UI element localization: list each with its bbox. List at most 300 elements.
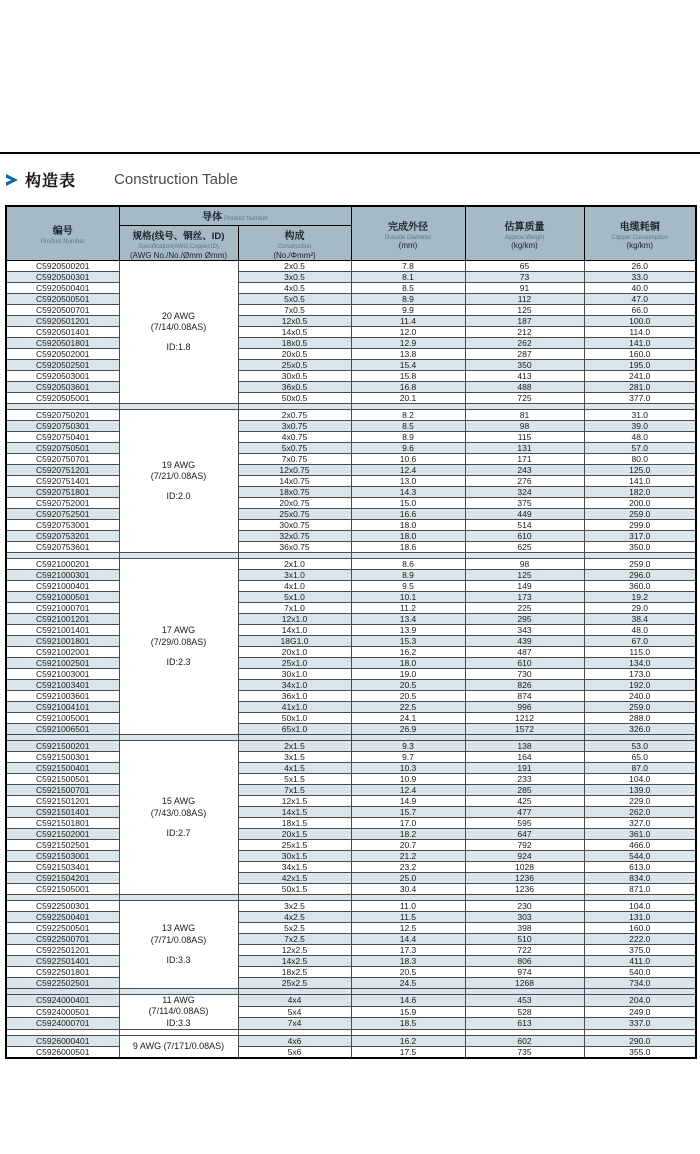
outside-diameter-cell: 21.2 (351, 851, 465, 862)
copper-cell: 355.0 (584, 1046, 696, 1058)
outside-diameter-cell: 17.3 (351, 945, 465, 956)
table-row (6, 410, 696, 421)
weight-cell: 171 (465, 454, 584, 465)
outside-diameter-cell: 18.0 (351, 658, 465, 669)
product-number-cell: C5921003601 (6, 691, 119, 702)
product-number-cell: C5921500301 (6, 752, 119, 763)
construction-cell: 3x0.5 (238, 272, 351, 283)
copper-cell: 29.0 (584, 603, 696, 614)
construction-cell: 32x0.75 (238, 531, 351, 542)
weight-cell: 488 (465, 382, 584, 393)
weight-cell: 602 (465, 1035, 584, 1046)
weight-cell: 514 (465, 520, 584, 531)
outside-diameter-cell: 8.6 (351, 559, 465, 570)
header-specification: 规格(线号、铜丝、ID) Specification(AWG,Copper,ID) (AWG No./No./Ømm Ømm) (119, 226, 238, 261)
table-row (6, 421, 696, 432)
outside-diameter-cell: 8.1 (351, 272, 465, 283)
copper-cell: 262.0 (584, 807, 696, 818)
construction-cell: 5x0.75 (238, 443, 351, 454)
table-row (6, 393, 696, 404)
copper-cell: 296.0 (584, 570, 696, 581)
product-number-cell: C5921503001 (6, 851, 119, 862)
construction-cell: 30x1.5 (238, 851, 351, 862)
page-title-en: Construction Table (114, 171, 238, 188)
product-number-cell: C5921000401 (6, 581, 119, 592)
outside-diameter-cell: 15.0 (351, 498, 465, 509)
table-row (6, 774, 696, 785)
construction-cell: 4x6 (238, 1035, 351, 1046)
outside-diameter-cell: 14.4 (351, 934, 465, 945)
product-number-cell: C5920501401 (6, 327, 119, 338)
copper-cell: 613.0 (584, 862, 696, 873)
table-row (6, 901, 696, 912)
outside-diameter-cell: 10.3 (351, 763, 465, 774)
construction-cell: 5x1.5 (238, 774, 351, 785)
product-number-cell: C5921005001 (6, 713, 119, 724)
outside-diameter-cell: 16.2 (351, 1035, 465, 1046)
weight-cell: 610 (465, 531, 584, 542)
outside-diameter-cell: 18.6 (351, 542, 465, 553)
outside-diameter-cell: 9.5 (351, 581, 465, 592)
table-row (6, 443, 696, 454)
table-row (6, 713, 696, 724)
product-number-cell: C5921001401 (6, 625, 119, 636)
copper-cell: 141.0 (584, 476, 696, 487)
weight-cell: 398 (465, 923, 584, 934)
weight-cell: 164 (465, 752, 584, 763)
construction-cell: 4x0.5 (238, 283, 351, 294)
spec-cell: 17 AWG (7/29/0.08AS) ID:2.3 (119, 559, 238, 735)
product-number-cell: C5921501801 (6, 818, 119, 829)
copper-cell: 114.0 (584, 327, 696, 338)
weight-cell: 191 (465, 763, 584, 774)
product-number-cell: C5921503401 (6, 862, 119, 873)
outside-diameter-cell: 25.0 (351, 873, 465, 884)
copper-cell: 47.0 (584, 294, 696, 305)
weight-cell: 647 (465, 829, 584, 840)
outside-diameter-cell: 10.1 (351, 592, 465, 603)
construction-cell: 7x1.0 (238, 603, 351, 614)
weight-cell: 187 (465, 316, 584, 327)
product-number-cell: C5920500301 (6, 272, 119, 283)
outside-diameter-cell: 19.0 (351, 669, 465, 680)
outside-diameter-cell: 12.0 (351, 327, 465, 338)
weight-cell: 125 (465, 305, 584, 316)
copper-cell: 411.0 (584, 956, 696, 967)
product-number-cell: C5922501401 (6, 956, 119, 967)
weight-cell: 730 (465, 669, 584, 680)
product-number-cell: C5921006501 (6, 724, 119, 735)
table-row (6, 752, 696, 763)
construction-cell: 30x0.5 (238, 371, 351, 382)
construction-cell: 36x0.5 (238, 382, 351, 393)
copper-cell: 87.0 (584, 763, 696, 774)
copper-cell: 360.0 (584, 581, 696, 592)
copper-cell: 259.0 (584, 702, 696, 713)
weight-cell: 610 (465, 658, 584, 669)
table-row (6, 542, 696, 553)
weight-cell: 324 (465, 487, 584, 498)
weight-cell: 233 (465, 774, 584, 785)
table-row (6, 371, 696, 382)
product-number-cell: C5921500701 (6, 785, 119, 796)
product-number-cell: C5921001801 (6, 636, 119, 647)
weight-cell: 453 (465, 995, 584, 1007)
weight-cell: 131 (465, 443, 584, 454)
weight-cell: 974 (465, 967, 584, 978)
weight-cell: 1028 (465, 862, 584, 873)
weight-cell: 295 (465, 614, 584, 625)
weight-cell: 425 (465, 796, 584, 807)
outside-diameter-cell: 15.8 (351, 371, 465, 382)
weight-cell: 65 (465, 261, 584, 272)
copper-cell: 66.0 (584, 305, 696, 316)
product-number-cell: C5921000701 (6, 603, 119, 614)
header-outside-diameter: 完成外径 Outside Diameter (mm) (351, 206, 465, 261)
weight-cell: 149 (465, 581, 584, 592)
weight-cell: 826 (465, 680, 584, 691)
copper-cell: 182.0 (584, 487, 696, 498)
spec-cell: 15 AWG (7/43/0.08AS) ID:2.7 (119, 741, 238, 895)
copper-cell: 259.0 (584, 509, 696, 520)
table-row (6, 454, 696, 465)
product-number-cell: C5920500201 (6, 261, 119, 272)
product-number-cell: C5920500701 (6, 305, 119, 316)
copper-cell: 466.0 (584, 840, 696, 851)
product-number-cell: C5920501801 (6, 338, 119, 349)
construction-cell: 20x0.5 (238, 349, 351, 360)
table-row (6, 807, 696, 818)
outside-diameter-cell: 12.4 (351, 465, 465, 476)
copper-cell: 326.0 (584, 724, 696, 735)
product-number-cell: C5920751801 (6, 487, 119, 498)
product-number-cell: C5921001201 (6, 614, 119, 625)
copper-cell: 131.0 (584, 912, 696, 923)
construction-cell: 34x1.5 (238, 862, 351, 873)
table-row (6, 995, 696, 1007)
copper-cell: 327.0 (584, 818, 696, 829)
copper-cell: 281.0 (584, 382, 696, 393)
outside-diameter-cell: 17.5 (351, 1046, 465, 1058)
section-title (5, 168, 238, 191)
table-row (6, 967, 696, 978)
weight-cell: 375 (465, 498, 584, 509)
construction-cell: 7x2.5 (238, 934, 351, 945)
weight-cell: 350 (465, 360, 584, 371)
copper-cell: 160.0 (584, 349, 696, 360)
table-row (6, 487, 696, 498)
table-row (6, 945, 696, 956)
weight-cell: 138 (465, 741, 584, 752)
outside-diameter-cell: 13.8 (351, 349, 465, 360)
outside-diameter-cell: 15.3 (351, 636, 465, 647)
table-row (6, 840, 696, 851)
spec-cell: 20 AWG (7/14/0.08AS) ID:1.8 (119, 261, 238, 404)
product-number-cell: C5920750301 (6, 421, 119, 432)
construction-cell: 7x4 (238, 1018, 351, 1030)
outside-diameter-cell: 8.2 (351, 410, 465, 421)
copper-cell: 229.0 (584, 796, 696, 807)
product-number-cell: C5920505001 (6, 393, 119, 404)
outside-diameter-cell: 17.0 (351, 818, 465, 829)
construction-cell: 14x1.0 (238, 625, 351, 636)
weight-cell: 91 (465, 283, 584, 294)
construction-cell: 42x1.5 (238, 873, 351, 884)
table-row (6, 724, 696, 735)
table-row (6, 283, 696, 294)
weight-cell: 725 (465, 393, 584, 404)
outside-diameter-cell: 12.5 (351, 923, 465, 934)
product-number-cell: C5921501401 (6, 807, 119, 818)
construction-cell: 18x1.5 (238, 818, 351, 829)
table-row (6, 509, 696, 520)
product-number-cell: C5924000401 (6, 995, 119, 1007)
weight-cell: 276 (465, 476, 584, 487)
construction-cell: 18x0.75 (238, 487, 351, 498)
table-row (6, 327, 696, 338)
construction-cell: 50x0.5 (238, 393, 351, 404)
copper-cell: 259.0 (584, 559, 696, 570)
product-number-cell: C5921501201 (6, 796, 119, 807)
table-row (6, 498, 696, 509)
product-number-cell: C5920750401 (6, 432, 119, 443)
product-number-cell: C5921504201 (6, 873, 119, 884)
construction-cell: 36x0.75 (238, 542, 351, 553)
construction-cell: 3x0.75 (238, 421, 351, 432)
weight-cell: 874 (465, 691, 584, 702)
product-number-cell: C5920500401 (6, 283, 119, 294)
outside-diameter-cell: 12.9 (351, 338, 465, 349)
spec-cell: 19 AWG (7/21/0.08AS) ID:2.0 (119, 410, 238, 553)
table-row (6, 316, 696, 327)
table-row (6, 862, 696, 873)
copper-cell: 38.4 (584, 614, 696, 625)
weight-cell: 487 (465, 647, 584, 658)
product-number-cell: C5922502501 (6, 978, 119, 989)
outside-diameter-cell: 30.4 (351, 884, 465, 895)
construction-cell: 25x0.75 (238, 509, 351, 520)
copper-cell: 361.0 (584, 829, 696, 840)
copper-cell: 204.0 (584, 995, 696, 1007)
weight-cell: 285 (465, 785, 584, 796)
product-number-cell: C5920752501 (6, 509, 119, 520)
construction-cell: 7x0.75 (238, 454, 351, 465)
product-number-cell: C5920503001 (6, 371, 119, 382)
weight-cell: 625 (465, 542, 584, 553)
construction-cell: 18x2.5 (238, 967, 351, 978)
construction-cell: 4x1.5 (238, 763, 351, 774)
construction-cell: 12x0.5 (238, 316, 351, 327)
construction-cell: 3x1.5 (238, 752, 351, 763)
outside-diameter-cell: 20.5 (351, 680, 465, 691)
outside-diameter-cell: 8.9 (351, 432, 465, 443)
copper-cell: 734.0 (584, 978, 696, 989)
weight-cell: 287 (465, 349, 584, 360)
copper-cell: 39.0 (584, 421, 696, 432)
table-row (6, 349, 696, 360)
construction-cell: 4x0.75 (238, 432, 351, 443)
weight-cell: 595 (465, 818, 584, 829)
outside-diameter-cell: 18.2 (351, 829, 465, 840)
copper-cell: 125.0 (584, 465, 696, 476)
table-row (6, 1006, 696, 1018)
table-row (6, 796, 696, 807)
copper-cell: 241.0 (584, 371, 696, 382)
table-row (6, 934, 696, 945)
construction-cell: 65x1.0 (238, 724, 351, 735)
copper-cell: 377.0 (584, 393, 696, 404)
construction-cell: 14x0.5 (238, 327, 351, 338)
weight-cell: 528 (465, 1006, 584, 1018)
product-number-cell: C5922500401 (6, 912, 119, 923)
outside-diameter-cell: 9.9 (351, 305, 465, 316)
copper-cell: 33.0 (584, 272, 696, 283)
construction-cell: 2x0.5 (238, 261, 351, 272)
table-row (6, 818, 696, 829)
weight-cell: 477 (465, 807, 584, 818)
outside-diameter-cell: 18.3 (351, 956, 465, 967)
copper-cell: 31.0 (584, 410, 696, 421)
outside-diameter-cell: 20.5 (351, 967, 465, 978)
construction-cell: 34x1.0 (238, 680, 351, 691)
table-row (6, 603, 696, 614)
product-number-cell: C5921002501 (6, 658, 119, 669)
outside-diameter-cell: 18.0 (351, 531, 465, 542)
weight-cell: 173 (465, 592, 584, 603)
weight-cell: 1572 (465, 724, 584, 735)
product-number-cell: C5920750701 (6, 454, 119, 465)
weight-cell: 225 (465, 603, 584, 614)
copper-cell: 26.0 (584, 261, 696, 272)
outside-diameter-cell: 18.0 (351, 520, 465, 531)
product-number-cell: C5921500501 (6, 774, 119, 785)
table-row (6, 520, 696, 531)
copper-cell: 240.0 (584, 691, 696, 702)
copper-cell: 57.0 (584, 443, 696, 454)
construction-cell: 25x1.5 (238, 840, 351, 851)
construction-cell: 30x0.75 (238, 520, 351, 531)
product-number-cell: C5922501201 (6, 945, 119, 956)
outside-diameter-cell: 12.4 (351, 785, 465, 796)
construction-cell: 25x0.5 (238, 360, 351, 371)
weight-cell: 243 (465, 465, 584, 476)
copper-cell: 160.0 (584, 923, 696, 934)
table-row (6, 305, 696, 316)
product-number-cell: C5920752001 (6, 498, 119, 509)
construction-cell: 7x1.5 (238, 785, 351, 796)
outside-diameter-cell: 26.9 (351, 724, 465, 735)
construction-cell: 12x1.5 (238, 796, 351, 807)
weight-cell: 98 (465, 559, 584, 570)
construction-table (5, 205, 697, 1059)
copper-cell: 48.0 (584, 625, 696, 636)
construction-cell: 12x0.75 (238, 465, 351, 476)
copper-cell: 871.0 (584, 884, 696, 895)
copper-cell: 200.0 (584, 498, 696, 509)
table-row (6, 763, 696, 774)
product-number-cell: C5921500401 (6, 763, 119, 774)
table-row (6, 360, 696, 371)
table-row (6, 923, 696, 934)
copper-cell: 100.0 (584, 316, 696, 327)
product-number-cell: C5920501201 (6, 316, 119, 327)
weight-cell: 792 (465, 840, 584, 851)
weight-cell: 613 (465, 1018, 584, 1030)
weight-cell: 212 (465, 327, 584, 338)
weight-cell: 413 (465, 371, 584, 382)
product-number-cell: C5921004101 (6, 702, 119, 713)
copper-cell: 53.0 (584, 741, 696, 752)
weight-cell: 262 (465, 338, 584, 349)
header-product-number: 编号 Product Number (6, 206, 119, 261)
weight-cell: 806 (465, 956, 584, 967)
outside-diameter-cell: 11.0 (351, 901, 465, 912)
product-number-cell: C5920502501 (6, 360, 119, 371)
product-number-cell: C5922500701 (6, 934, 119, 945)
construction-cell: 36x1.0 (238, 691, 351, 702)
construction-cell: 50x1.5 (238, 884, 351, 895)
product-number-cell: C5920502001 (6, 349, 119, 360)
header-copper-consumption: 电缆耗铜 Copper Consumption (kg/km) (584, 206, 696, 261)
product-number-cell: C5920503601 (6, 382, 119, 393)
construction-cell: 7x0.5 (238, 305, 351, 316)
outside-diameter-cell: 24.5 (351, 978, 465, 989)
outside-diameter-cell: 11.2 (351, 603, 465, 614)
spec-cell: 9 AWG (7/171/0.08AS) (119, 1035, 238, 1058)
product-number-cell: C5920753201 (6, 531, 119, 542)
weight-cell: 924 (465, 851, 584, 862)
outside-diameter-cell: 8.9 (351, 294, 465, 305)
table-row (6, 1035, 696, 1046)
outside-diameter-cell: 9.7 (351, 752, 465, 763)
weight-cell: 303 (465, 912, 584, 923)
copper-cell: 139.0 (584, 785, 696, 796)
product-number-cell: C5920753601 (6, 542, 119, 553)
outside-diameter-cell: 14.9 (351, 796, 465, 807)
outside-diameter-cell: 8.5 (351, 421, 465, 432)
copper-cell: 48.0 (584, 432, 696, 443)
construction-cell: 3x2.5 (238, 901, 351, 912)
construction-cell: 5x6 (238, 1046, 351, 1058)
table-row (6, 465, 696, 476)
construction-cell: 25x2.5 (238, 978, 351, 989)
copper-cell: 115.0 (584, 647, 696, 658)
product-number-cell: C5922500501 (6, 923, 119, 934)
construction-cell: 50x1.0 (238, 713, 351, 724)
product-number-cell: C5924000501 (6, 1006, 119, 1018)
table-row (6, 978, 696, 989)
weight-cell: 1268 (465, 978, 584, 989)
outside-diameter-cell: 16.2 (351, 647, 465, 658)
construction-cell: 14x1.5 (238, 807, 351, 818)
construction-cell: 14x2.5 (238, 956, 351, 967)
product-number-cell: C5921502501 (6, 840, 119, 851)
table-row (6, 261, 696, 272)
header-approx-weight: 估算质量 Approx.Weight (kg/km) (465, 206, 584, 261)
top-divider (0, 152, 700, 154)
outside-diameter-cell: 22.5 (351, 702, 465, 713)
product-number-cell: C5921003401 (6, 680, 119, 691)
table-row (6, 272, 696, 283)
construction-cell: 2x0.75 (238, 410, 351, 421)
outside-diameter-cell: 20.5 (351, 691, 465, 702)
outside-diameter-cell: 7.8 (351, 261, 465, 272)
outside-diameter-cell: 24.1 (351, 713, 465, 724)
outside-diameter-cell: 8.9 (351, 570, 465, 581)
table-row (6, 1018, 696, 1030)
copper-cell: 67.0 (584, 636, 696, 647)
table-row (6, 956, 696, 967)
